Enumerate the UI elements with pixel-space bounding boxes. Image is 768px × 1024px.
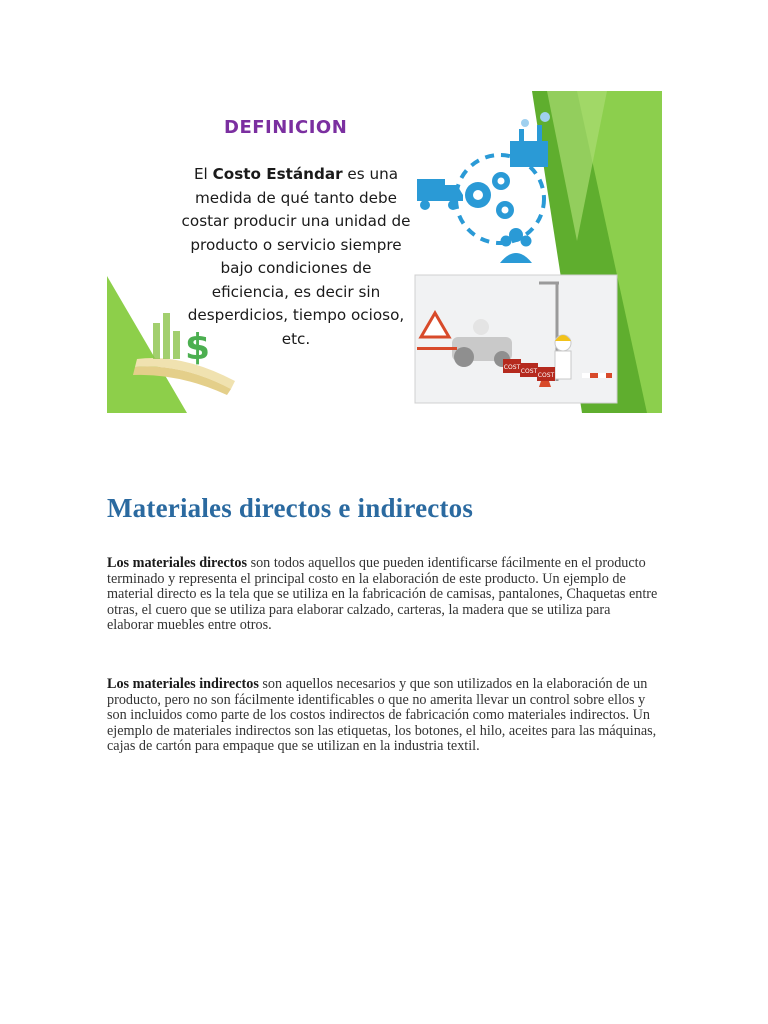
paragraph-indirect-materials [107, 677, 659, 755]
definition-body: es una medida de qué tanto debe costar producir una unidad de producto o servicio siempre bajo condiciones de eficiencia, es decir sin desperdicios, tiempo ocioso, etc. [181, 165, 411, 348]
truck-icon [417, 179, 463, 210]
direct-materials-text: son todos aquellos que pueden identificarse fácilmente en el producto terminado y representa el principal costo en la elaboración de este producto. Un ejemplo de material directo es la tela que se utiliza en la fabricación de camisas, pantalones, Chaquetas entre otras, el cuero que se utiliza para elaborar calzado, carteras, la madera que se utiliza para elaborar muebles entre otros. [107, 555, 658, 634]
cost-sign-1: COST [503, 364, 521, 371]
definition-term: Costo Estándar [212, 165, 343, 183]
gears-icon [465, 172, 514, 219]
indirect-materials-text: son aquellos necesarios y que son utilizados en la elaboración de un producto, pero no son fácilmente identificables o que no amerita llevar un control sobre ellos y son incluidos como parte de los costos indirectos de fabricación como materiales indirectos. Un ejemplo de materiales indirectos son las etiquetas, los botones, el hilo, aceites para las máquinas, cajas de cartón para empaque que se utilizan en la industria textil. [107, 676, 657, 755]
cost-sign-3: COST [537, 372, 555, 379]
definition-title: DEFINICION [224, 117, 348, 138]
svg-text:$: $ [185, 327, 211, 368]
construction-photo [415, 275, 617, 403]
direct-materials-term: Los materiales directos [107, 555, 248, 571]
definition-text [181, 163, 411, 351]
paragraph-direct-materials [107, 556, 659, 634]
section-title: Materiales directos e indirectos [107, 493, 474, 523]
definition-prefix: El [193, 165, 213, 183]
definition-banner [107, 91, 662, 413]
indirect-materials-term: Los materiales indirectos [107, 676, 259, 692]
cost-sign-2: COST [520, 368, 538, 375]
